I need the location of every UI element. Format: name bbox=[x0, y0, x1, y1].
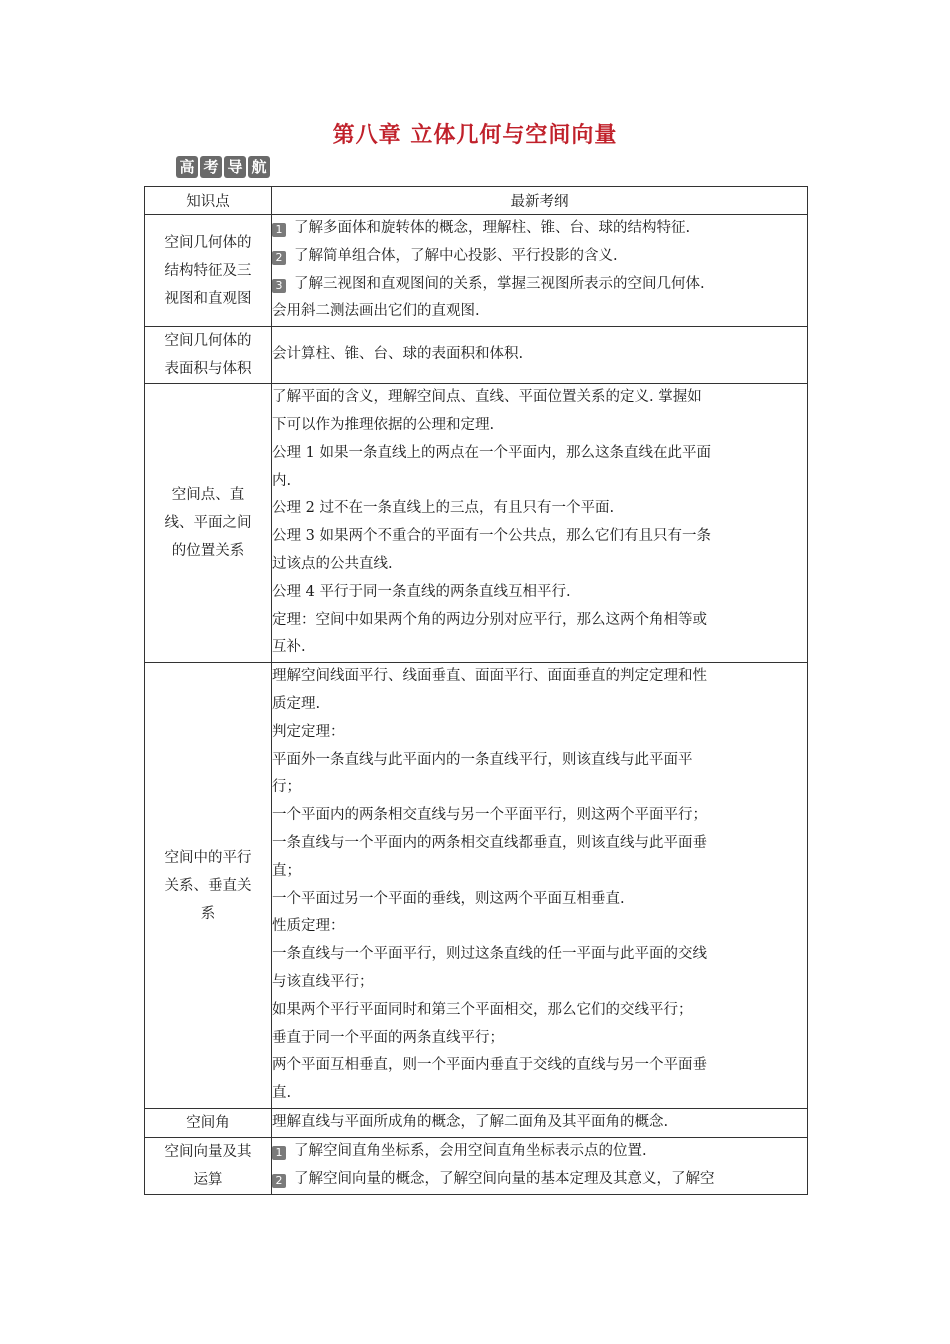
topic-cell bbox=[145, 384, 272, 663]
outline-text: 判定定理： bbox=[272, 723, 345, 740]
outline-text: 了解空间向量的概念，了解空间向量的基本定理及其意义，了解空 bbox=[294, 1170, 715, 1187]
outline-text: 行； bbox=[272, 779, 301, 796]
outline-text: 过该点的公共直线. bbox=[272, 555, 393, 572]
topic-line: 空间几何体的 bbox=[164, 333, 252, 350]
outline-text: 了解平面的含义，理解空间点、直线、平面位置关系的定义. 掌握如 bbox=[272, 389, 702, 406]
topic-line: 的位置关系 bbox=[171, 543, 245, 560]
outline-cell bbox=[272, 1108, 808, 1137]
topic-line: 表面积与体积 bbox=[164, 361, 252, 378]
outline-line bbox=[272, 886, 807, 914]
table-row bbox=[145, 1108, 808, 1137]
table-row bbox=[145, 327, 808, 384]
table-row bbox=[145, 215, 808, 327]
topic-cell bbox=[145, 1137, 272, 1194]
outline-text: 公理 4 平行于同一条直线的两条直线互相平行. bbox=[272, 583, 571, 600]
outline-line bbox=[272, 1025, 807, 1053]
outline-line bbox=[272, 298, 807, 326]
outline-line bbox=[272, 802, 807, 830]
outline-line bbox=[272, 830, 807, 858]
outline-cell bbox=[272, 327, 808, 384]
outline-text: 内. bbox=[272, 472, 292, 489]
outline-text: 一条直线与一个平面内的两条相交直线都垂直，则该直线与此平面垂 bbox=[272, 834, 707, 851]
outline-line bbox=[272, 1166, 807, 1194]
topic-line: 线、平面之间 bbox=[164, 515, 252, 532]
outline-text: 性质定理： bbox=[272, 918, 345, 935]
outline-line bbox=[272, 969, 807, 997]
topic-line: 关系、垂直关 bbox=[164, 877, 252, 894]
gaokao-guide-badge bbox=[176, 156, 270, 178]
outline-text: 直； bbox=[272, 862, 301, 879]
outline-text: 与该直线平行； bbox=[272, 973, 374, 990]
outline-line bbox=[272, 579, 807, 607]
topic-line: 视图和直观图 bbox=[164, 290, 252, 307]
outline-text: 会用斜二测法画出它们的直观图. bbox=[272, 303, 480, 320]
topic-line: 空间角 bbox=[186, 1114, 230, 1131]
outline-line bbox=[272, 495, 807, 523]
outline-text: 互补. bbox=[272, 639, 306, 656]
outline-line bbox=[272, 997, 807, 1025]
outline-text: 平面外一条直线与此平面内的一条直线平行，则该直线与此平面平 bbox=[272, 751, 693, 768]
table-header-row bbox=[145, 187, 808, 215]
outline-line bbox=[272, 747, 807, 775]
item-number-badge: 1 bbox=[272, 223, 286, 237]
outline-cell bbox=[272, 1137, 808, 1194]
outline-text: 会计算柱、锥、台、球的表面积和体积. bbox=[272, 346, 524, 363]
outline-line bbox=[272, 607, 807, 635]
table-row bbox=[145, 1137, 808, 1194]
outline-text: 一个平面内的两条相交直线与另一个平面平行，则这两个平面平行； bbox=[272, 807, 707, 824]
outline-text: 定理：空间中如果两个角的两边分别对应平行，那么这两个角相等或 bbox=[272, 611, 707, 628]
outline-cell bbox=[272, 215, 808, 327]
outline-text: 了解简单组合体，了解中心投影、平行投影的含义. bbox=[294, 247, 618, 264]
outline-text: 公理 1 如果一条直线上的两点在一个平面内，那么这条直线在此平面 bbox=[272, 444, 711, 461]
topic-cell bbox=[145, 663, 272, 1109]
outline-text: 如果两个平行平面同时和第三个平面相交，那么它们的交线平行； bbox=[272, 1001, 693, 1018]
outline-line bbox=[272, 858, 807, 886]
badge-char: 考 bbox=[200, 156, 222, 178]
table-body bbox=[145, 215, 808, 1195]
outline-text: 理解空间线面平行、线面垂直、面面平行、面面垂直的判定定理和性 bbox=[272, 668, 707, 685]
item-number-badge: 2 bbox=[272, 1174, 286, 1188]
topic-line: 结构特征及三 bbox=[164, 262, 252, 279]
outline-line bbox=[272, 271, 807, 299]
outline-line bbox=[272, 634, 807, 662]
outline-line bbox=[272, 215, 807, 243]
outline-line bbox=[272, 941, 807, 969]
outline-text: 质定理. bbox=[272, 695, 321, 712]
outline-text: 两个平面互相垂直，则一个平面内垂直于交线的直线与另一个平面垂 bbox=[272, 1057, 707, 1074]
outline-text: 一条直线与一个平面平行，则过这条直线的任一平面与此平面的交线 bbox=[272, 946, 707, 963]
outline-line bbox=[272, 243, 807, 271]
outline-line bbox=[272, 523, 807, 551]
topic-line: 空间点、直 bbox=[171, 487, 245, 504]
badge-char: 航 bbox=[248, 156, 270, 178]
topic-line: 运算 bbox=[193, 1171, 223, 1188]
outline-text: 了解多面体和旋转体的概念，理解柱、锥、台、球的结构特征. bbox=[294, 220, 691, 236]
outline-line bbox=[272, 1080, 807, 1108]
outline-text: 了解三视图和直观图间的关系，掌握三视图所表示的空间几何体. bbox=[294, 275, 705, 292]
item-number-badge: 2 bbox=[272, 251, 286, 265]
badge-char: 导 bbox=[224, 156, 246, 178]
badge-char: 高 bbox=[176, 156, 198, 178]
table-row bbox=[145, 384, 808, 663]
outline-line bbox=[272, 1052, 807, 1080]
outline-text: 公理 2 过不在一条直线上的三点，有且只有一个平面. bbox=[272, 500, 615, 517]
outline-line bbox=[272, 691, 807, 719]
outline-line bbox=[272, 913, 807, 941]
outline-cell bbox=[272, 384, 808, 663]
outline-line bbox=[272, 468, 807, 496]
topic-line: 空间向量及其 bbox=[164, 1143, 252, 1160]
topic-line: 空间几何体的 bbox=[164, 234, 252, 251]
chapter-title: 第八章 立体几何与空间向量 bbox=[332, 123, 618, 148]
outline-line bbox=[272, 440, 807, 468]
outline-text: 一个平面过另一个平面的垂线，则这两个平面互相垂直. bbox=[272, 890, 625, 907]
item-number-badge: 1 bbox=[272, 1146, 286, 1160]
topic-line: 空间中的平行 bbox=[164, 849, 252, 866]
outline-cell bbox=[272, 663, 808, 1109]
topic-line: 系 bbox=[200, 905, 216, 922]
outline-line bbox=[272, 384, 807, 412]
outline-line bbox=[272, 341, 807, 369]
header-topic: 知识点 bbox=[145, 187, 272, 215]
outline-text: 了解空间直角坐标系，会用空间直角坐标表示点的位置. bbox=[294, 1143, 647, 1160]
outline-text: 直. bbox=[272, 1085, 292, 1102]
outline-text: 公理 3 如果两个不重合的平面有一个公共点，那么它们有且只有一条 bbox=[272, 528, 711, 545]
outline-text: 垂直于同一个平面的两条直线平行； bbox=[272, 1029, 504, 1046]
topic-cell bbox=[145, 215, 272, 327]
outline-line bbox=[272, 719, 807, 747]
outline-text: 下可以作为推理依据的公理和定理. bbox=[272, 416, 495, 433]
topic-cell bbox=[145, 1108, 272, 1137]
outline-line bbox=[272, 1138, 807, 1166]
topic-cell bbox=[145, 327, 272, 384]
syllabus-table bbox=[144, 186, 808, 1195]
header-outline: 最新考纲 bbox=[272, 187, 808, 215]
outline-text: 理解直线与平面所成角的概念，了解二面角及其平面角的概念. bbox=[272, 1114, 669, 1130]
outline-line bbox=[272, 412, 807, 440]
outline-line bbox=[272, 663, 807, 691]
outline-line bbox=[272, 774, 807, 802]
item-number-badge: 3 bbox=[272, 279, 286, 293]
outline-line bbox=[272, 551, 807, 579]
outline-line bbox=[272, 1109, 807, 1137]
table-row bbox=[145, 663, 808, 1109]
